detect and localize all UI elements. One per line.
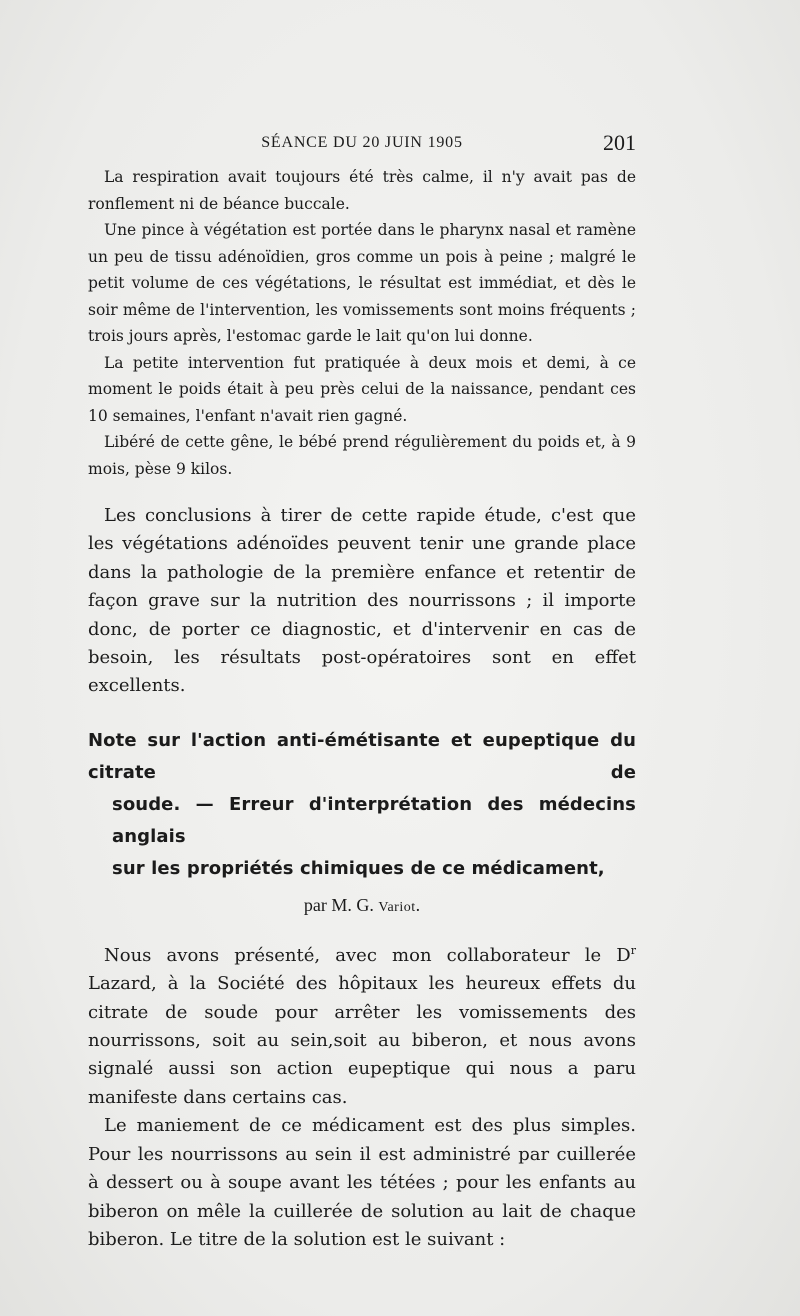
conclusion-section: [88, 502, 636, 701]
article-paragraph: Le maniement de ce médicament est des plus simples. Pour les nourrissons au sein il est administré par cuillerée à dessert ou à soupe avant les tétées ; pour les enfants au biberon on mêle la cuillerée de solution au lait de chaque biberon. Le titre de la solution est le suivant :: [88, 1115, 636, 1250]
article-title-line: sur les propriétés chimiques de ce médicament,: [112, 857, 605, 879]
case-report-section: [88, 164, 636, 482]
author-suffix: .: [415, 894, 421, 915]
body-text: [88, 164, 636, 1254]
page-number: 201: [603, 130, 636, 155]
text-run: Nous avons présenté, avec mon collaborateur le D: [104, 944, 631, 966]
article-body: [88, 942, 636, 1254]
page-header: [88, 128, 636, 158]
author-prefix: par M. G.: [303, 894, 379, 915]
text-run: Lazard, à la Société des hôpitaux les heureux effets du citrate de soude pour arrêter les vomissements des nourrissons, soit au sein,soit au biberon, et nous avons signalé aussi son action eupeptique qui nous a paru manifeste dans certains cas.: [88, 973, 636, 1108]
spacer: [88, 701, 636, 725]
conclusion-paragraph: Les conclusions à tirer de cette rapide étude, c'est que les végétations adénoïdes peuvent tenir une grande place dans la pathologie de la première enfance et retentir de façon grave sur la nutrition des nourrissons ; il importe donc, de porter ce diagnostic, et d'intervenir en cas de besoin, les résultats post-opératoires sont en effet excellents.: [88, 505, 636, 697]
spacer: [88, 482, 636, 502]
article-title: [88, 725, 636, 885]
running-title: SÉANCE DU 20 JUIN 1905: [261, 134, 463, 151]
article-title-line: soude. — Erreur d'interprétation des médecins anglais: [112, 793, 636, 847]
article-title-line: Note sur l'action anti-émétisante et eupeptique du citrate de: [88, 729, 636, 783]
superscript: r: [630, 943, 636, 957]
article-author: [88, 891, 636, 922]
paragraph: Une pince à végétation est portée dans le pharynx nasal et ramène un peu de tissu adénoïdien, gros comme un pois à peine ; malgré le petit volume de ces végétations, le résultat est immédiat, et dès le soir même de l'intervention, les vomissements sont moins fréquents ; trois jours après, l'estomac garde le lait qu'on lui donne.: [88, 221, 636, 345]
article-paragraph: [88, 942, 636, 1112]
paragraph: Libéré de cette gêne, le bébé prend régulièrement du poids et, à 9 mois, pèse 9 kilos.: [88, 433, 636, 478]
paragraph: La respiration avait toujours été très calme, il n'y avait pas de ronflement ni de béance buccale.: [88, 168, 636, 213]
paragraph: La petite intervention fut pratiquée à deux mois et demi, à ce moment le poids était à peu près celui de la naissance, pendant ces 10 semaines, l'enfant n'avait rien gagné.: [88, 353, 636, 425]
author-name: Variot: [378, 899, 416, 915]
